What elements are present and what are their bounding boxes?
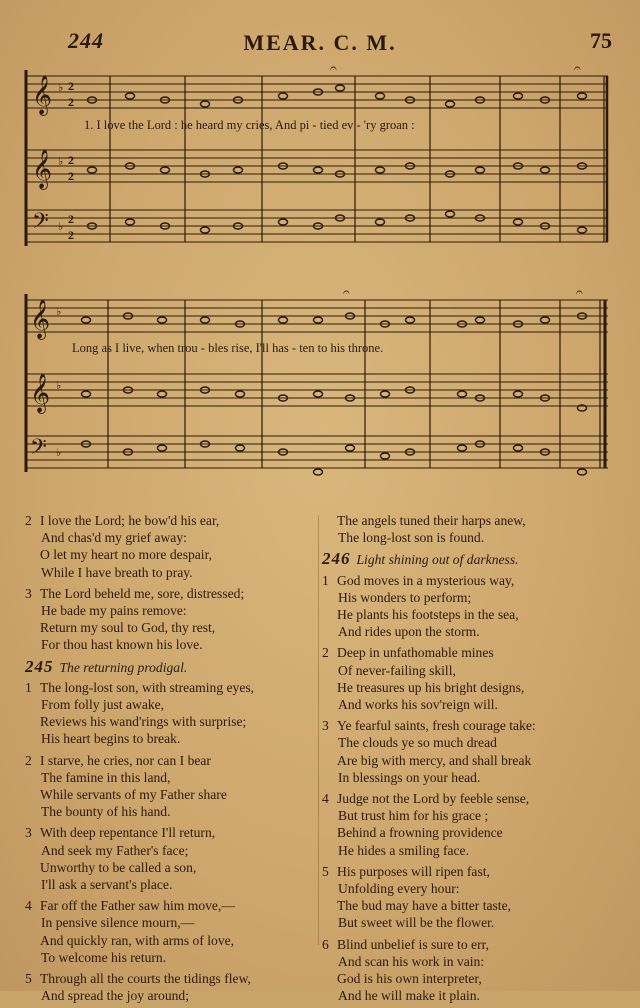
svg-text:♭: ♭ <box>56 380 62 392</box>
verse-244-3: 3 The Lord beheld me, sore, distressed; He bade my pains remove: Return my soul to God, thy rest, For thou hast known his love. <box>25 585 245 653</box>
staff-treble-2 <box>26 374 608 406</box>
staff-bass <box>26 436 608 468</box>
verse-244-2: 2 I love the Lord; he bow'd his ear, And chas'd my grief away: O let my heart no more despair, While I have breath to pray. <box>25 513 220 580</box>
svg-text:2: 2 <box>68 228 74 242</box>
staff-treble-1 <box>26 76 608 108</box>
fermata-icon: 𝄐 <box>574 61 581 75</box>
treble-clef-icon: 𝄞 <box>30 375 51 412</box>
hymn-246-title: Light shining out of darkness. <box>356 552 519 568</box>
left-column <box>25 512 317 1008</box>
page-number: 75 <box>590 28 612 53</box>
column-divider <box>318 515 319 945</box>
verse-245-4: 4 Far off the Father saw him move,— In pensive silence mourn,— And quickly ran, with arms of love, To welcome his return. <box>25 898 235 965</box>
verse-246-3: 3 Ye fearful saints, fresh courage take: The clouds ye so much dread Are big with mercy, and shall break In blessings on your head. <box>322 718 536 785</box>
svg-text:♭: ♭ <box>58 156 64 168</box>
svg-text:♭: ♭ <box>56 447 62 459</box>
svg-text:2: 2 <box>68 79 74 93</box>
notes <box>82 313 587 475</box>
hymn-245-heading <box>25 658 317 676</box>
music-system-2 <box>0 282 640 482</box>
tune-title: MEAR. C. M. <box>243 30 397 55</box>
lyric-line-1: 1. I love the Lord : he heard my cries, And pi - tied ev - 'ry groan : <box>84 118 415 132</box>
verse-245-2: 2 I starve, he cries, nor can I bear The famine in this land, While servants of my Father share The bounty of his hand. <box>25 752 227 820</box>
svg-text:2: 2 <box>68 95 74 109</box>
fermata-icon: 𝄐 <box>576 285 583 299</box>
verse-246-5: 5 His purposes will ripen fast, Unfolding every hour: The bud may have a bitter taste, But sweet will be the flower. <box>322 863 512 931</box>
treble-clef-icon: 𝄞 <box>32 151 53 188</box>
hymn-246-number: 246 <box>322 549 351 569</box>
right-column <box>322 512 622 1008</box>
verse-246-1: 1 God moves in a mysterious way, His wonders to perform; He plants his footsteps in the sea, And rides upon the storm. <box>322 572 519 640</box>
svg-text:2: 2 <box>68 153 74 167</box>
fermata-icon: 𝄐 <box>330 61 337 75</box>
treble-clef-icon: 𝄞 <box>30 301 51 338</box>
staff-treble-1 <box>26 300 608 332</box>
treble-clef-icon: 𝄞 <box>32 77 53 114</box>
svg-text:♭: ♭ <box>56 306 62 318</box>
hymn-245-title: The returning prodigal. <box>59 659 188 675</box>
staff-treble-2 <box>26 150 608 182</box>
svg-text:♭: ♭ <box>58 82 64 94</box>
svg-text:2: 2 <box>68 169 74 183</box>
svg-text:2: 2 <box>68 212 74 226</box>
fermata-icon: 𝄐 <box>343 285 350 299</box>
hymn-number-244: 244 <box>68 28 104 53</box>
hymn-246-heading <box>322 550 622 568</box>
verse-245-5-end: The angels tuned their harps anew, The long-lost son is found. <box>337 513 526 546</box>
svg-text:♭: ♭ <box>58 221 64 233</box>
notes <box>88 85 587 233</box>
music-system-1 <box>0 60 640 250</box>
staff-bass <box>26 210 608 242</box>
verse-245-1: 1 The long-lost son, with streaming eyes, From folly just awake, Reviews his wand'rings with surprise; His heart begins to break. <box>25 679 255 747</box>
bass-clef-icon: 𝄢 <box>30 435 47 464</box>
bass-clef-icon: 𝄢 <box>32 209 49 238</box>
verse-245-5-start: 5 Through all the courts the tidings flew, And spread the joy around; <box>25 971 251 1004</box>
hymn-245-number: 245 <box>25 656 54 676</box>
verse-246-4: 4 Judge not the Lord by feeble sense, But trust him for his grace ; Behind a frowning providence He hides a smiling face. <box>322 791 530 858</box>
lyric-line-2: Long as I live, when trou - bles rise, I'll has - ten to his throne. <box>72 341 384 355</box>
verse-246-2: 2 Deep in unfathomable mines Of never-failing skill, He treasures up his bright designs, And works his sov'reign will. <box>322 645 525 713</box>
verse-245-3: 3 With deep repentance I'll return, And seek my Father's face; Unworthy to be called a son, I'll ask a servant's place. <box>25 825 216 893</box>
verse-246-6: 6 Blind unbelief is sure to err, And scan his work in vain: God is his own interpreter, And he will make it plain. <box>322 936 489 1004</box>
